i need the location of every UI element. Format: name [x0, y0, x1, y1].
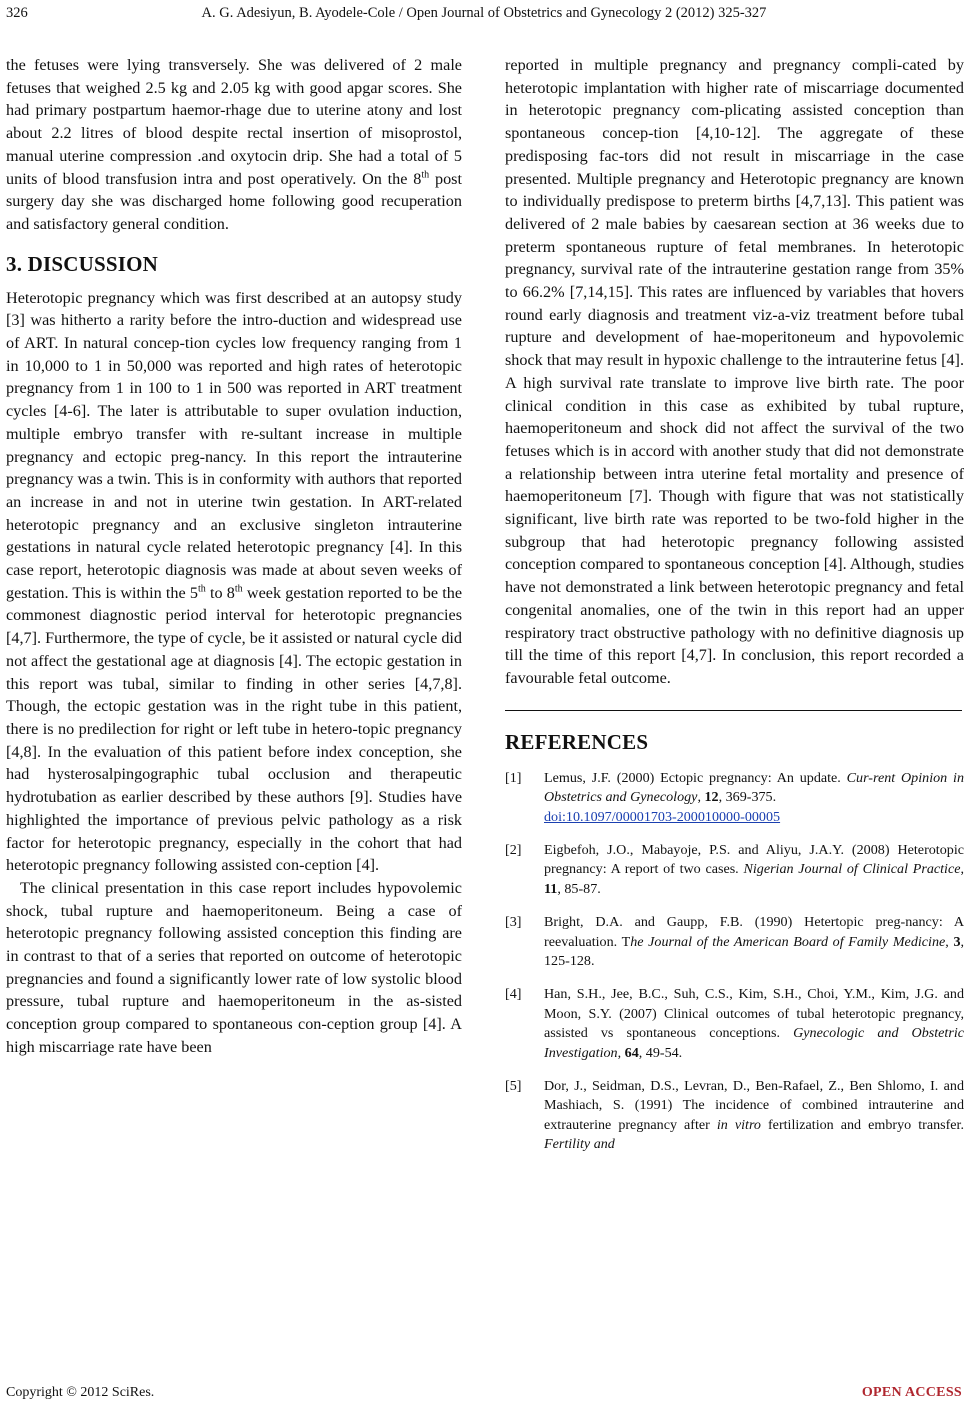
italic-text: Nigerian Journal of Clinical Practice: [743, 861, 961, 878]
reference-item: [505, 841, 964, 899]
text-run: , 49-54.: [638, 1044, 683, 1061]
open-access-label: OPEN ACCESS: [861, 1385, 962, 1400]
reference-item: [505, 769, 964, 827]
italic-text: he Journal of the American Board of Family Medicine: [630, 933, 946, 950]
text-run: Heterotopic pregnancy which was first described at an autopsy study [3] was hitherto a rarity before the intro-duction and widespread use of ART. In natural concep-tion cycles low frequency ranging from 1 in 10,000 to 1 in 50,000 was reported and high rates of heterotopic pregnancy from 1 in 100 to 1 in 500 was reported in ART treatment cycles [4-6]. The later is attributable to super ovulation induction, multiple embryo transfer with re-sultant increase in multiple pregnancy and ectopic preg-nancy. In this report the intrauterine pregnancy was a twin. This is in conformity with authors that reported an increase in and not in uterine twin gestation. In ART-related heterotopic pregnancy and an exclusive singleton intrauterine gestations in natural cycle related heterotopic pregnancy [4]. In this case report, heterotopic diagnosis was made at about seven weeks of gestation. This is within the 5: [6, 288, 462, 602]
text-run: ,: [697, 789, 705, 806]
text-run: , 125-128.: [544, 933, 965, 969]
text-run: Dor, J., Seidman, D.S., Levran, D., Ben-Rafael, Z., Ben Shlomo, I. and Mashiach, S. (1991) The incidence of combined intrauterine and extrauterine pregnancy after: [544, 1077, 964, 1133]
reference-text: [544, 985, 964, 1063]
superscript-text: th: [197, 583, 206, 595]
reference-item: [505, 985, 964, 1063]
italic-text: in vitro: [716, 1116, 761, 1133]
text-run: ,: [617, 1044, 625, 1061]
discussion-paragraph-1: [6, 287, 462, 877]
bold-text: 11: [544, 880, 558, 897]
reference-text: [544, 1077, 964, 1155]
text-run: ,: [945, 933, 954, 950]
reference-text: [544, 769, 964, 827]
italic-text: Fertility and: [544, 1136, 615, 1153]
italic-text: Cur-rent Opinion in Obstetrics and Gynecology: [544, 769, 964, 806]
text-run: Bright, D.A. and Gaupp, F.B. (1990) Hetertopic preg-nancy: A reevaluation. T: [544, 914, 964, 950]
left-column: [6, 54, 462, 1059]
running-head: [0, 0, 968, 30]
page-number: 326: [6, 5, 28, 21]
text-run: week gestation reported to be the commonest diagnostic period interval for heterotopic pregnancies [4,7]. Furthermore, the type of cycle, be it assisted or natural cycle did not affect the gestational age at diagnosis [4]. The ectopic gestation in this report was tubal, similar to finding in other series [4,7,8]. Though, the ectopic gestation was in the right tube in this patient, there is no predilection for right or left tube in hetero-topic pregnancy [4,8]. In the evaluation of this patient before index conception, she had hysterosalpingographic tubal occlusion and therapeutic hydrotubation as earlier described by these authors [9]. Studies have highlighted the importance of previous pelvic pathology as a risk factor for heterotopic pregnancy, especially in the cohort that had heterotopic pregnancy following assisted con-ception [4].: [6, 583, 463, 875]
running-head-title: A. G. Adesiyun, B. Ayodele-Cole / Open Journal of Obstetrics and Gynecology 2 (2012) 325-327: [201, 5, 767, 21]
reference-text: [544, 913, 964, 971]
text-run: fertilization and embryo transfer.: [760, 1116, 964, 1133]
text-run: the fetuses were lying transversely. She was delivered of 2 male fetuses that weighed 2.5 kg and 2.05 kg with good apgar scores. She had primary postpartum haemor-rhage due to uterine atony and lost about 2.2 litres of blood despite rectal insertion of misoprostol, manual uterine compression .and oxytocin drip. She had a total of 5 units of blood transfusion intra and post operatively. On the 8: [6, 56, 462, 188]
bold-text: 3: [953, 933, 961, 950]
bold-text: 12: [704, 789, 719, 806]
doi-link[interactable]: doi:10.1097/00001703-200010000-00005: [544, 808, 781, 825]
text-run: , 369-375.: [718, 789, 777, 806]
reference-item: [505, 1077, 964, 1155]
reference-number: [4]: [505, 986, 522, 1003]
text-run: post surgery day she was discharged home following good recuperation and satisfactory general condition.: [6, 169, 462, 233]
superscript-text: th: [421, 169, 430, 181]
italic-text: Gynecologic and Obstetric Investigation: [544, 1025, 964, 1061]
discussion-paragraph-2: The clinical presentation in this case report includes hypovolemic shock, tubal rupture and haemoperitoneum. Being a case of heterotopic pregnancy following assisted conception this finding are in contrast to that of a series that reported on outcome of heterotopic pregnancies and found a significantly lower rate of low systolic blood pressure, tubal rupture and haemoperitoneum in the as-sisted conception group compared to spontaneous con-ception group [4]. A high miscarriage rate have been: [6, 878, 462, 1056]
reference-item: [505, 913, 964, 971]
text-run: Eigbefoh, J.O., Mabayoje, P.S. and Aliyu, J.A.Y. (2008) Heterotopic pregnancy: A report of two cases.: [544, 841, 964, 878]
reference-number: [5]: [505, 1077, 522, 1094]
text-run: Lemus, J.F. (2000) Ectopic pregnancy: An update.: [544, 769, 847, 786]
references-heading: REFERENCES: [505, 729, 649, 754]
intro-paragraph: [6, 54, 462, 236]
text-run: , 85-87.: [557, 880, 601, 897]
reference-number: [3]: [505, 914, 522, 931]
references-divider: [505, 710, 962, 711]
reference-number: [2]: [505, 841, 522, 858]
text-run: to 8: [205, 583, 235, 602]
discussion-paragraph-3: reported in multiple pregnancy and pregnancy compli-cated by heterotopic implantation with higher rate of miscarriage documented in heterotopic pregnancy com-plicating assisted conception than spontaneous concep-tion [4,10-12]. The aggregate of these predisposing fac-tors did not result in miscarriage in the case presented. Multiple pregnancy and Heterotopic pregnancy are known to individually predispose to preterm births [4,7,13]. This patient was delivered of 2 male babies by caesarean section at 36 weeks due to preterm spontaneous rupture of fetal membranes. In heterotopic pregnancy, survival rate of the intrauterine gestation range from 35% to 66.2% [7,14,15]. This rates are influenced by variables that hovers round early diagnosis and treatment viz-a-viz treatment before tubal rupture and development of hae-moperitoneum and hypovolemic shock that may result in hypoxic challenge to the intrauterine fetus [4]. A high survival rate translate to improve live birth rate. The poor clinical condition in this case as exhibited by tubal rupture, haemoperitoneum and shock did not affect the survival of the two fetuses which is in accord with another study that did not demonstrate a relationship between intra uterine fetal mortality and presence of haemoperitoneum [7]. Though with figure that was not statistically significant, live birth rate was reported to be two-fold higher in the subgroup that had heterotopic pregnancy following assisted conception compared to spontaneous conception [4]. Although, studies have not demonstrated a link between heterotopic pregnancy and fetal congenital anomalies, one of the twin in this report had an upper respiratory tract obstructive pathology with no definitive diagnosis up till the time of this report [4,7]. In conclusion, this report recorded a favourable fetal outcome.: [505, 56, 964, 687]
superscript-text: th: [234, 583, 243, 595]
copyright-notice: Copyright © 2012 SciRes.: [6, 1385, 155, 1400]
text-run: Han, S.H., Jee, B.C., Suh, C.S., Kim, S.H., Choi, Y.M., Kim, J.G. and Moon, S.Y. (2007) Clinical outcomes of tubal heterotopic pregnancy, assisted vs spontaneous conceptions.: [544, 986, 964, 1042]
reference-text: [544, 841, 964, 899]
discussion-heading: 3. DISCUSSION: [6, 251, 158, 276]
text-run: ,: [960, 861, 964, 878]
reference-number: [1]: [505, 769, 522, 786]
reference-list: [505, 769, 964, 1155]
bold-text: 64: [624, 1044, 639, 1061]
right-column: [505, 54, 964, 1169]
